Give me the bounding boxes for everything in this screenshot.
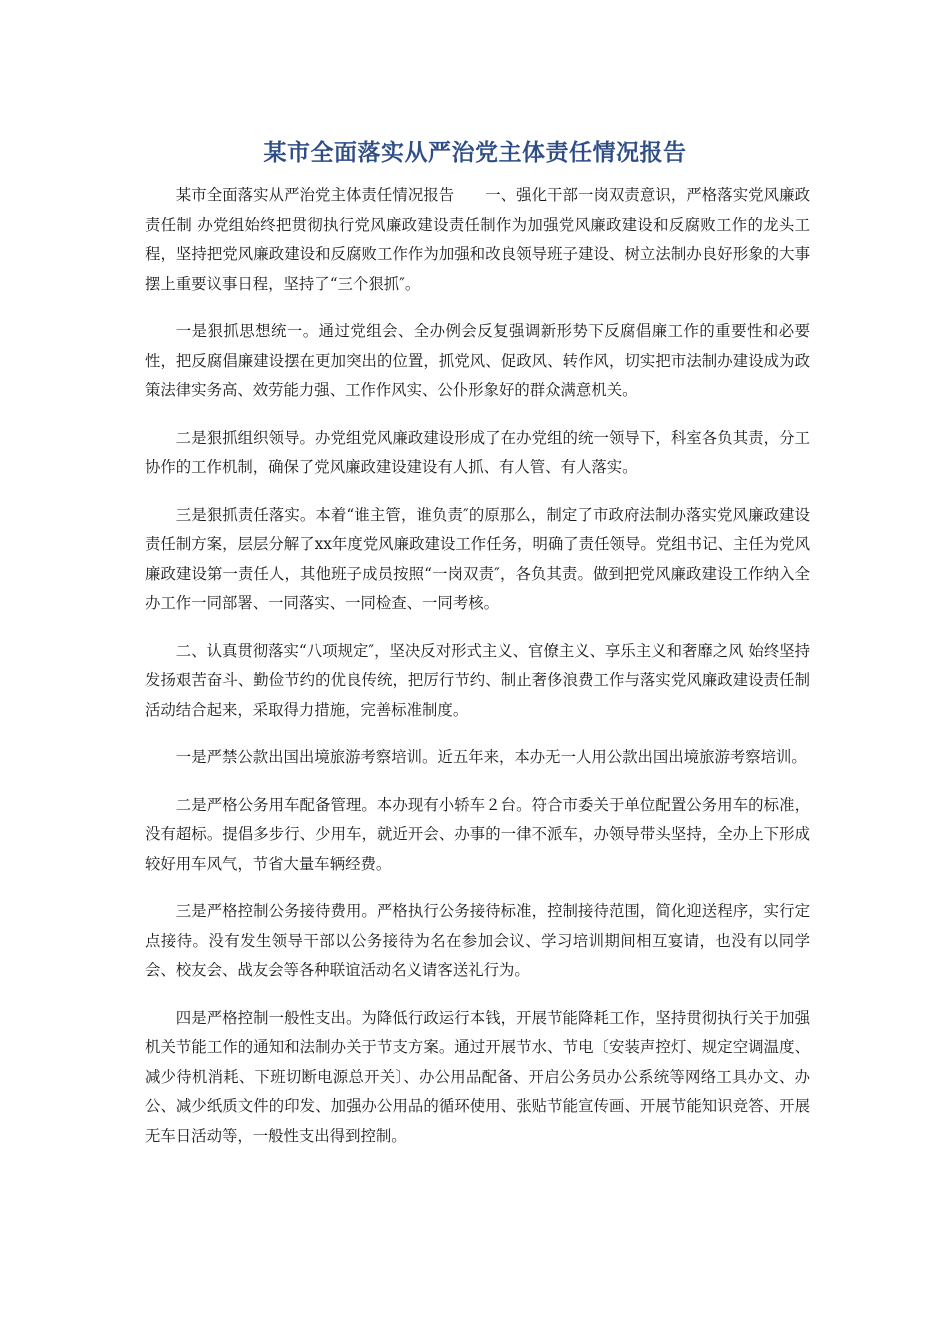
- paragraph-1: 某市全面落实从严治党主体责任情况报告 一、强化干部一岗双责意识，严格落实党风廉政责任制 办党组始终把贯彻执行党风廉政建设责任制作为加强党风廉政建设和反腐败工作的龙头工程，坚持把党风廉政建设和反腐败工作作为加强和改良领导班子建设、树立法制办良好形象的大事摆上重要议事日程，坚持了“三个狠抓″。: [145, 186, 810, 293]
- paragraph-2: 一是狠抓思想统一。通过党组会、全办例会反复强调新形势下反腐倡廉工作的重要性和必要性，把反腐倡廉建设摆在更加突出的位置，抓党风、促政风、转作风，切实把市法制办建设成为政策法律实务高、效劳能力强、工作作风实、公仆形象好的群众满意机关。: [145, 322, 810, 399]
- paragraph-9: 四是严格控制一般性支出。为降低行政运行本钱，开展节能降耗工作，坚持贯彻执行关于加强机关节能工作的通知和法制办关于节支方案。通过开展节水、节电〔安装声控灯、规定空调温度、减少待机消耗、下班切断电源总开关〕、办公用品配备、开启公务员办公系统等网络工具办文、办公、减少纸质文件的印发、加强办公用品的循环使用、张贴节能宣传画、开展节能知识竞答、开展无车日活动等，一般性支出得到控制。: [145, 1008, 810, 1145]
- paragraph-5: 二、认真贯彻落实“八项规定″，坚决反对形式主义、官僚主义、享乐主义和奢靡之风 始终坚持发扬艰苦奋斗、勤俭节约的优良传统，把厉行节约、制止奢侈浪费工作与落实党风廉政建设责任制活动结合起来，采取得力措施，完善标准制度。: [145, 641, 810, 719]
- paragraph-4: 三是狠抓责任落实。本着“谁主管，谁负责″的原那么，制定了市政府法制办落实党风廉政建设责任制方案，层层分解了xx年度党风廉政建设工作任务，明确了责任领导。党组书记、主任为党风廉政建设第一责任人，其他班子成员按照“一岗双责″，各负其责。做到把党风廉政建设工作纳入全办工作一同部署、一同落实、一同检查、一同考核。: [145, 505, 810, 612]
- paragraph-7: 二是严格公务用车配备管理。本办现有小轿车２台。符合市委关于单位配置公务用车的标准，没有超标。提倡多步行、少用车，就近开会、办事的一律不派车，办领导带头坚持，全办上下形成较好用车风气，节省大量车辆经费。: [145, 795, 810, 873]
- document-body: [145, 181, 810, 1169]
- paragraph-3: 二是狠抓组织领导。办党组党风廉政建设形成了在办党组的统一领导下，科室各负其责，分工协作的工作机制，确保了党风廉政建设建设有人抓、有人管、有人落实。: [145, 428, 810, 476]
- document-title: 某市全面落实从严治党主体责任情况报告: [263, 140, 687, 166]
- paragraph-8: 三是严格控制公务接待费用。严格执行公务接待标准，控制接待范围，简化迎送程序，实行定点接待。没有发生领导干部以公务接待为名在参加会议、学习培训期间相互宴请，也没有以同学会、校友会、战友会等各种联谊活动名义请客送礼行为。: [145, 902, 810, 979]
- paragraph-6: 一是严禁公款出国出境旅游考察培训。近五年来，本办无一人用公款出国出境旅游考察培训。: [175, 748, 807, 766]
